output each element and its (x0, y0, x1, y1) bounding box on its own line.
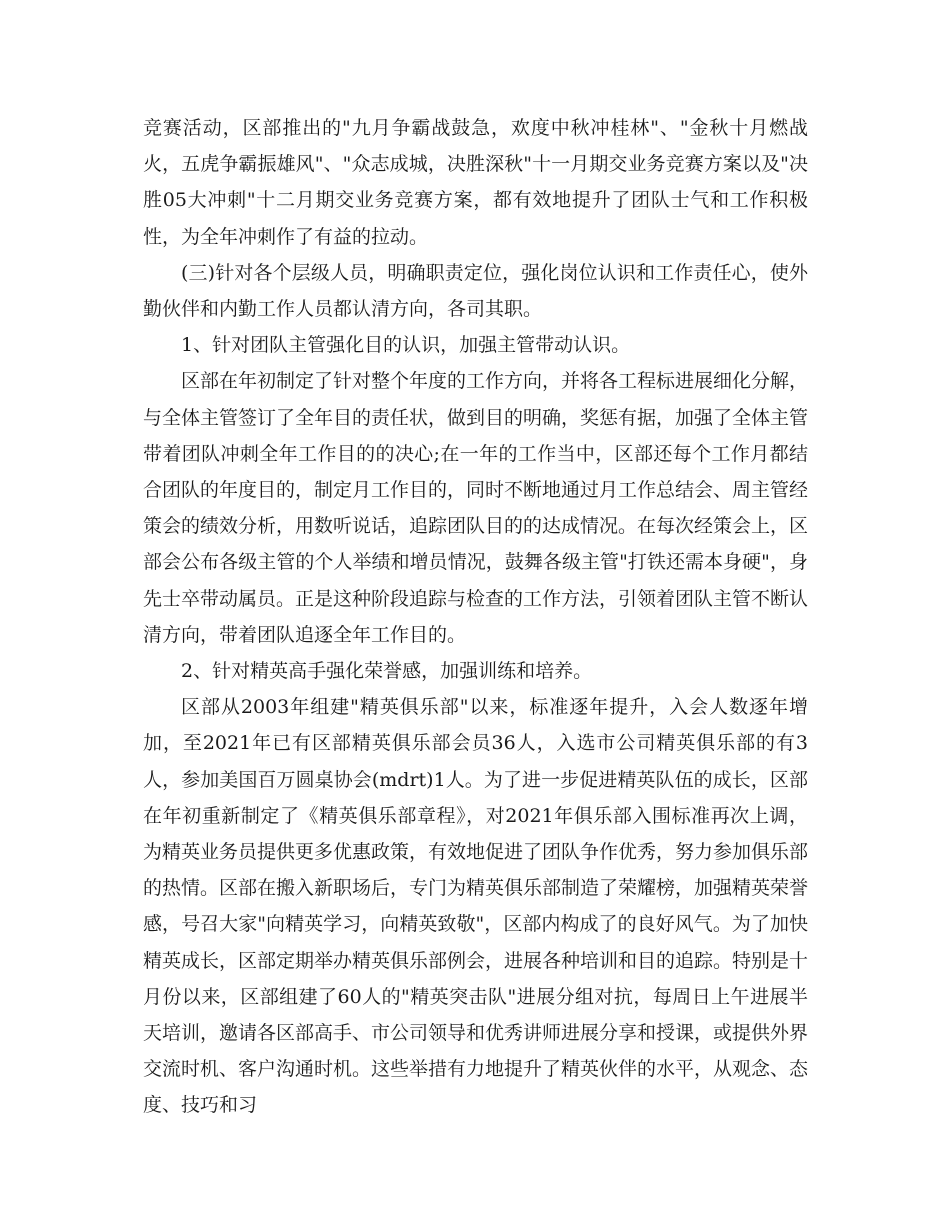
paragraph-annual-targets: 区部在年初制定了针对整个年度的工作方向，并将各工程标进展细化分解，与全体主管签订了全年目的责任状，做到目的明确，奖惩有据，加强了全体主管带着团队冲刺全年工作目的的决心;在一年的工作当中，区部还每个工作月都结合团队的年度目的，制定月工作目的，同时不断地通过月工作总结会、周主管经策会的绩效分析，用数听说话，追踪团队目的的达成情况。在每次经策会上，区部会公布各级主管的个人举绩和增员情况，鼓舞各级主管"打铁还需本身硬"，身先士卒带动属员。正是这种阶段追踪与检查的工作方法，引领着团队主管不断认清方向，带着团队追逐全年工作目的。 (143, 370, 809, 646)
paragraph-item-two-heading: 2、针对精英高手强化荣誉感，加强训练和培养。 (181, 660, 593, 683)
paragraph-elite-club: 区部从2003年组建"精英俱乐部"以来，标准逐年提升，入会人数逐年增加，至2021年已有区部精英俱乐部会员36人，入选市公司精英俱乐部的有3人，参加美国百万圆桌协会(mdrt)1人。为了进一步促进精英队伍的成长，区部在年初重新制定了《精英俱乐部章程》，对2021年俱乐部入围标准再次上调，为精英业务员提供更多优惠政策，有效地促进了团队争作优秀，努力参加俱乐部的热情。区部在搬入新职场后，专门为精英俱乐部制造了荣耀榜，加强精英荣誉感，号召大家"向精英学习，向精英致敬"，区部内构成了的良好风气。为了加快精英成长，区部定期举办精英俱乐部例会，进展各种培训和目的追踪。特别是十月份以来，区部组建了60人的"精英突击队"进展分组对抗，每周日上午进展半天培训，邀请各区部高手、市公司领导和优秀讲师进展分享和授课，或提供外界交流时机、客户沟通时机。这些举措有力地提升了精英伙伴的水平，从观念、态度、技巧和习 (143, 696, 809, 1117)
document-body (143, 110, 808, 1124)
paragraph-section-three-heading: (三)针对各个层级人员，明确职责定位，强化岗位认识和工作责任心，使外勤伙伴和内勤工作人员都认清方向，各司其职。 (143, 261, 808, 321)
paragraph-competition-activities: 竞赛活动，区部推出的"九月争霸战鼓急，欢度中秋冲桂林"、"金秋十月燃战火，五虎争霸振雄风"、"众志成城，决胜深秋"十一月期交业务竞赛方案以及"决胜05大冲刺"十二月期交业务竞赛方案，都有效地提升了团队士气和工作积极性，为全年冲刺作了有益的拉动。 (143, 117, 808, 248)
paragraph-item-one-heading: 1、针对团队主管强化目的认识，加强主管带动认识。 (181, 334, 631, 357)
